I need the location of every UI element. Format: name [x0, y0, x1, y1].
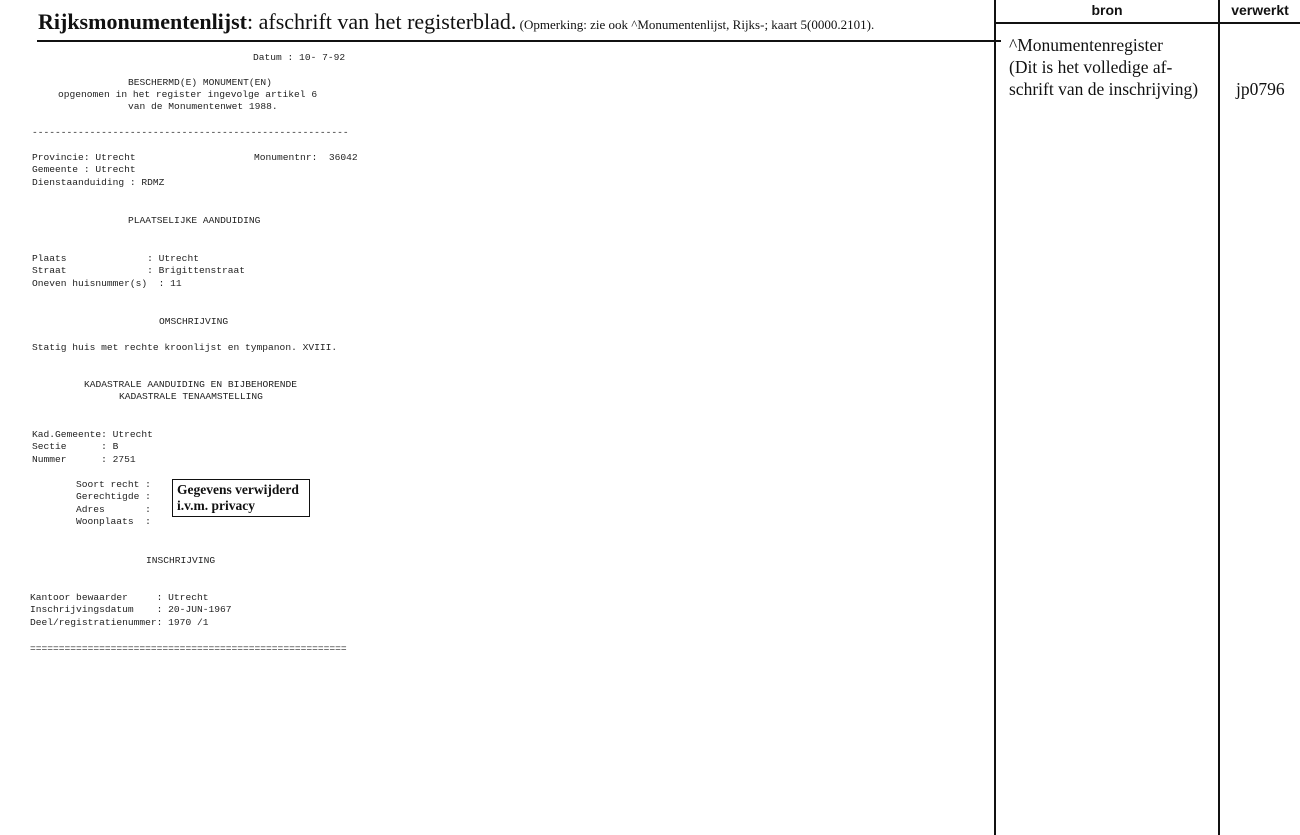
verwerkt-cell: jp0796 — [1236, 79, 1285, 99]
field-line: Kad.Gemeente: Utrecht — [32, 429, 153, 440]
field-label: Gerechtigde : — [76, 491, 151, 502]
monumentnr: Monumentnr: 36042 — [254, 152, 358, 163]
heading-line: BESCHERMD(E) MONUMENT(EN) — [128, 77, 272, 88]
field-line: Plaats : Utrecht — [32, 253, 199, 264]
gemeente: Gemeente : Utrecht — [32, 164, 136, 175]
field-line: Kantoor bewaarder : Utrecht — [30, 592, 209, 603]
bron-line: (Dit is het volledige af- — [1009, 57, 1173, 77]
title-rest: : afschrift van het registerblad. — [247, 9, 517, 34]
field-label: Soort recht : — [76, 479, 151, 490]
privacy-line: Gegevens verwijderd — [177, 482, 299, 497]
title-note: (Opmerking: zie ook ^Monumentenlijst, Rijks-; kaart 5(0000.2101). — [516, 17, 875, 32]
heading-line: opgenomen in het register ingevolge artikel 6 — [58, 89, 318, 100]
section-heading: OMSCHRIJVING — [159, 316, 229, 327]
bron-line: schrift van de inschrijving) — [1009, 79, 1199, 99]
column-divider — [1218, 0, 1220, 835]
omschrijving: Statig huis met rechte kroonlijst en tympanon. XVIII. — [32, 342, 338, 353]
field-line: Inschrijvingsdatum : 20-JUN-1967 — [30, 604, 232, 615]
heading-line: van de Monumentenwet 1988. — [128, 101, 278, 112]
bron-cell — [1009, 34, 1219, 100]
field-line: Nummer : 2751 — [32, 454, 136, 465]
column-header-verwerkt: verwerkt — [1231, 2, 1289, 18]
provincie: Provincie: Utrecht — [32, 152, 136, 163]
title-bold: Rijksmonumentenlijst — [38, 9, 248, 34]
dienstaanduiding: Dienstaanduiding : RDMZ — [32, 177, 165, 188]
field-line: Sectie : B — [32, 441, 119, 452]
equals-rule: ======================================================= — [30, 643, 347, 654]
title-rule — [37, 40, 1001, 42]
section-heading: PLAATSELIJKE AANDUIDING — [128, 215, 261, 226]
field-label: Woonplaats : — [76, 516, 151, 527]
field-line: Oneven huisnummer(s) : 11 — [32, 278, 182, 289]
field-line: Straat : Brigittenstraat — [32, 265, 246, 276]
datum: Datum : 10- 7-92 — [253, 52, 346, 63]
field-line: Deel/registratienummer: 1970 /1 — [30, 617, 209, 628]
column-divider — [994, 0, 996, 835]
page-title — [38, 9, 874, 35]
privacy-line: i.v.m. privacy — [177, 498, 255, 513]
column-header-bron: bron — [1091, 2, 1123, 18]
privacy-notice — [172, 479, 310, 517]
section-heading: KADASTRALE AANDUIDING EN BIJBEHORENDE — [84, 379, 298, 390]
dash-rule: ------------------------------------------------------- — [32, 127, 349, 138]
header-rule — [994, 22, 1300, 24]
field-label: Adres : — [76, 504, 151, 515]
section-heading: INSCHRIJVING — [146, 555, 216, 566]
bron-line: ^Monumentenregister — [1009, 35, 1164, 55]
section-heading: KADASTRALE TENAAMSTELLING — [119, 391, 263, 402]
